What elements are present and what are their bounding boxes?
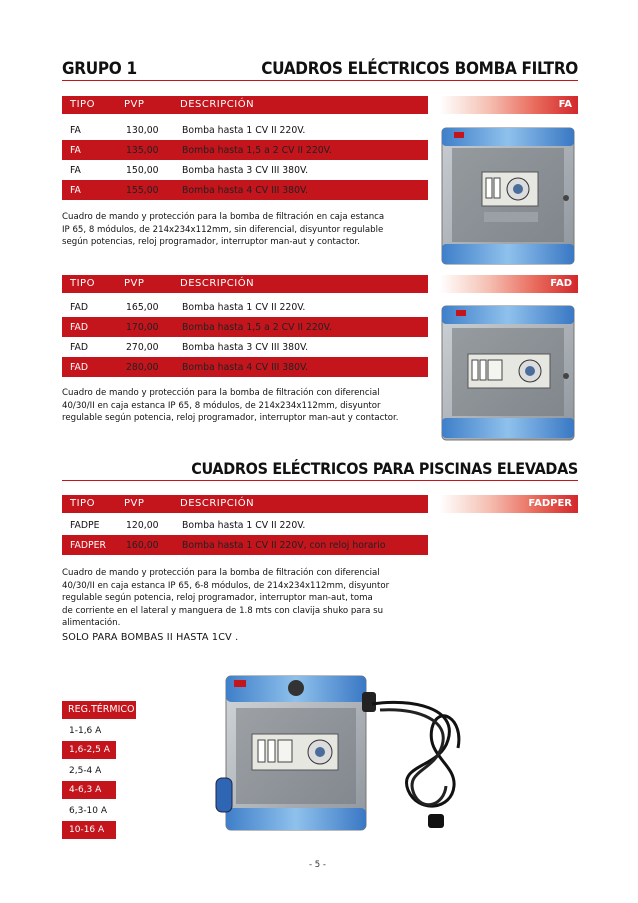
table-row: FAD 165,00 Bomba hasta 1 CV II 220V. <box>70 302 306 313</box>
table-row: FA 130,00 Bomba hasta 1 CV II 220V. <box>70 125 306 136</box>
col-pvp: PVP <box>124 99 145 110</box>
col-descripcion: DESCRIPCIÓN <box>180 99 255 110</box>
fa-panel-photo <box>436 120 580 268</box>
fa-tag: FA <box>440 96 578 114</box>
section-title: CUADROS ELÉCTRICOS BOMBA FILTRO <box>261 59 578 79</box>
table-row: FAD 170,00 Bomba hasta 1,5 a 2 CV II 220V. <box>62 317 428 337</box>
fadper-tag: FADPER <box>440 495 578 513</box>
col-descripcion: DESCRIPCIÓN <box>180 278 255 289</box>
table-row: FA 135,00 Bomba hasta 1,5 a 2 CV II 220V. <box>62 140 428 160</box>
elevadas-note: SOLO PARA BOMBAS II HASTA 1CV . <box>62 632 239 643</box>
col-tipo: TIPO <box>70 99 95 110</box>
col-tipo: TIPO <box>70 278 95 289</box>
header-divider <box>62 80 578 81</box>
fad-panel-photo <box>436 300 580 442</box>
reg-termico-item: 10-16 A <box>62 821 116 839</box>
table-row: FAD 270,00 Bomba hasta 3 CV III 380V. <box>70 342 309 353</box>
reg-termico-item: 6,3-10 A <box>69 806 108 816</box>
elevadas-divider <box>62 480 578 481</box>
col-pvp: PVP <box>124 498 145 509</box>
fa-description: Cuadro de mando y protección para la bomba de filtración en caja estanca IP 65, 8 módulos, de 214x234x112mm, sin diferencial, disyuntor regulable según potencias, reloj programador, interruptor man-aut y contactor. <box>62 212 385 248</box>
reg-termico-item: 2,5-4 A <box>69 766 102 776</box>
table-row: FADPER 160,00 Bomba hasta 1 CV II 220V, con reloj horario <box>62 535 428 555</box>
elevadas-section-title: CUADROS ELÉCTRICOS PARA PISCINAS ELEVADAS <box>191 459 578 478</box>
reg-termico-item: 1-1,6 A <box>69 726 102 736</box>
table-row: FADPE 120,00 Bomba hasta 1 CV II 220V. <box>70 520 306 531</box>
col-descripcion: DESCRIPCIÓN <box>180 498 255 509</box>
table-row: FA 155,00 Bomba hasta 4 CV III 380V. <box>62 180 428 200</box>
col-pvp: PVP <box>124 278 145 289</box>
fad-description: Cuadro de mando y protección para la bomba de filtración con diferencial 40/30/II en caja estanca IP 65, 8 módulos, de 214x234x112mm, disyuntor regulable según potencia, reloj programador, interruptor man-aut y contactor. <box>62 388 399 424</box>
reg-termico-header: REG.TÉRMICO <box>62 701 136 719</box>
fadper-panel-photo <box>212 668 472 836</box>
reg-termico-item: 1,6-2,5 A <box>62 741 116 759</box>
fad-tag: FAD <box>440 275 578 293</box>
elevadas-description: Cuadro de mando y protección para la bomba de filtración con diferencial 40/30/II en caja estanca IP 65, 6-8 módulos, de 214x234x112mm, disyuntor regulable según potencia, reloj programador, interruptor man-aut, toma de corriente en el lateral y manguera de 1.8 mts con clavija shuko para su alimentación. <box>62 568 390 629</box>
table-row: FAD 280,00 Bomba hasta 4 CV III 380V. <box>62 357 428 377</box>
col-tipo: TIPO <box>70 498 95 509</box>
page-number: - 5 - <box>309 860 326 870</box>
reg-termico-item: 4-6,3 A <box>62 781 116 799</box>
fa-table-header <box>62 96 428 114</box>
table-row: FA 150,00 Bomba hasta 3 CV III 380V. <box>70 165 309 176</box>
group-title: GRUPO 1 <box>62 59 137 79</box>
elevadas-table-header <box>62 495 428 513</box>
fad-table-header <box>62 275 428 293</box>
